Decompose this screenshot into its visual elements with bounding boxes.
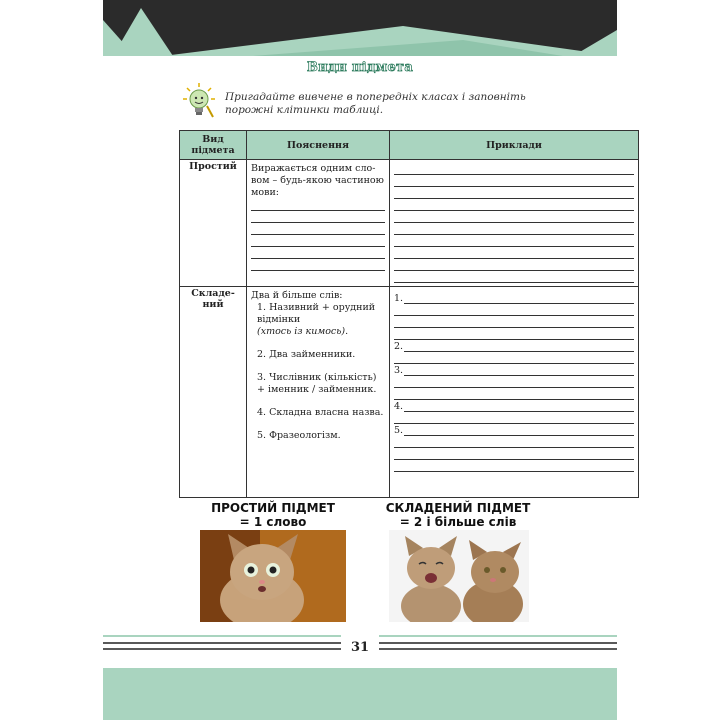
blank-line[interactable] bbox=[251, 199, 385, 211]
blank-line[interactable] bbox=[394, 328, 634, 340]
page-title: Види підмета bbox=[306, 60, 414, 75]
explanation-compound bbox=[247, 287, 390, 498]
blank-line[interactable] bbox=[394, 436, 634, 448]
blank-line[interactable] bbox=[394, 376, 634, 388]
blank-line[interactable] bbox=[394, 199, 634, 211]
explanation-item: (хтось із кимось). bbox=[257, 326, 349, 337]
explanation-item: 3. Числівник (кількість) + іменник / займенник. bbox=[257, 372, 377, 395]
blank-line[interactable] bbox=[394, 259, 634, 271]
explanation-intro: Два й більше слів: bbox=[251, 290, 343, 301]
explanation-line: Виражається одним сло- bbox=[251, 163, 376, 174]
example-line[interactable]: 4. bbox=[394, 400, 634, 412]
examples-simple bbox=[390, 160, 639, 287]
explanation-line: мови: bbox=[251, 187, 279, 198]
blank-line[interactable] bbox=[251, 235, 385, 247]
instruction-text: Пригадайте вивчене в попередніх класах і заповніть порожні клітинки таблиці. bbox=[225, 91, 526, 116]
caption-compound: СКЛАДЕНИЙ ПІДМЕТ = 2 і більше слів bbox=[385, 501, 531, 529]
blank-line[interactable] bbox=[394, 271, 634, 283]
blank-line[interactable] bbox=[394, 316, 634, 328]
explanation-item: 1. Називний + орудний відмінки bbox=[257, 302, 376, 325]
lightbulb-icon bbox=[182, 82, 216, 118]
example-line[interactable]: 5. bbox=[394, 424, 634, 436]
blank-line[interactable] bbox=[394, 247, 634, 259]
explanation-line: вом – будь-якою частиною bbox=[251, 175, 384, 186]
example-line[interactable]: 1. bbox=[394, 292, 634, 304]
blank-line[interactable] bbox=[251, 259, 385, 271]
header-examples: Приклади bbox=[390, 131, 639, 160]
examples-compound bbox=[390, 287, 639, 498]
textbook-page bbox=[103, 0, 617, 720]
table-row bbox=[180, 160, 639, 287]
kitten-photo-single bbox=[200, 530, 346, 622]
explanation-item: 5. Фразеологізм. bbox=[257, 430, 341, 441]
blank-line[interactable] bbox=[251, 223, 385, 235]
header-band bbox=[103, 0, 617, 56]
caption-simple: ПРОСТИЙ ПІДМЕТ = 1 слово bbox=[211, 501, 335, 529]
example-line[interactable]: 3. bbox=[394, 364, 634, 376]
header-decoration bbox=[103, 0, 617, 56]
blank-line[interactable] bbox=[251, 247, 385, 259]
header-kind: Вид підмета bbox=[180, 131, 247, 160]
blank-line[interactable] bbox=[394, 448, 634, 460]
blank-line[interactable] bbox=[394, 352, 634, 364]
header-explanation: Пояснення bbox=[247, 131, 390, 160]
kitten-photo-pair bbox=[389, 530, 529, 622]
blank-line[interactable] bbox=[394, 235, 634, 247]
blank-line[interactable] bbox=[394, 187, 634, 199]
explanation-item: 4. Складна власна назва. bbox=[257, 407, 384, 418]
blank-line[interactable] bbox=[394, 304, 634, 316]
table-header-row bbox=[180, 131, 639, 160]
subject-types-table bbox=[179, 130, 639, 498]
explanation-item: 2. Два займенники. bbox=[257, 349, 356, 360]
example-line[interactable]: 2. bbox=[394, 340, 634, 352]
kind-compound: Складе- ний bbox=[180, 287, 247, 498]
page-number: 31 bbox=[350, 640, 370, 655]
blank-line[interactable] bbox=[394, 460, 634, 472]
blank-line[interactable] bbox=[394, 163, 634, 175]
footer-band bbox=[103, 668, 617, 720]
blank-line[interactable] bbox=[394, 388, 634, 400]
kind-simple: Простий bbox=[180, 160, 247, 287]
blank-line[interactable] bbox=[251, 211, 385, 223]
blank-line[interactable] bbox=[394, 175, 634, 187]
explanation-simple bbox=[247, 160, 390, 287]
blank-line[interactable] bbox=[394, 211, 634, 223]
blank-line[interactable] bbox=[394, 223, 634, 235]
blank-line[interactable] bbox=[394, 412, 634, 424]
table-row bbox=[180, 287, 639, 498]
